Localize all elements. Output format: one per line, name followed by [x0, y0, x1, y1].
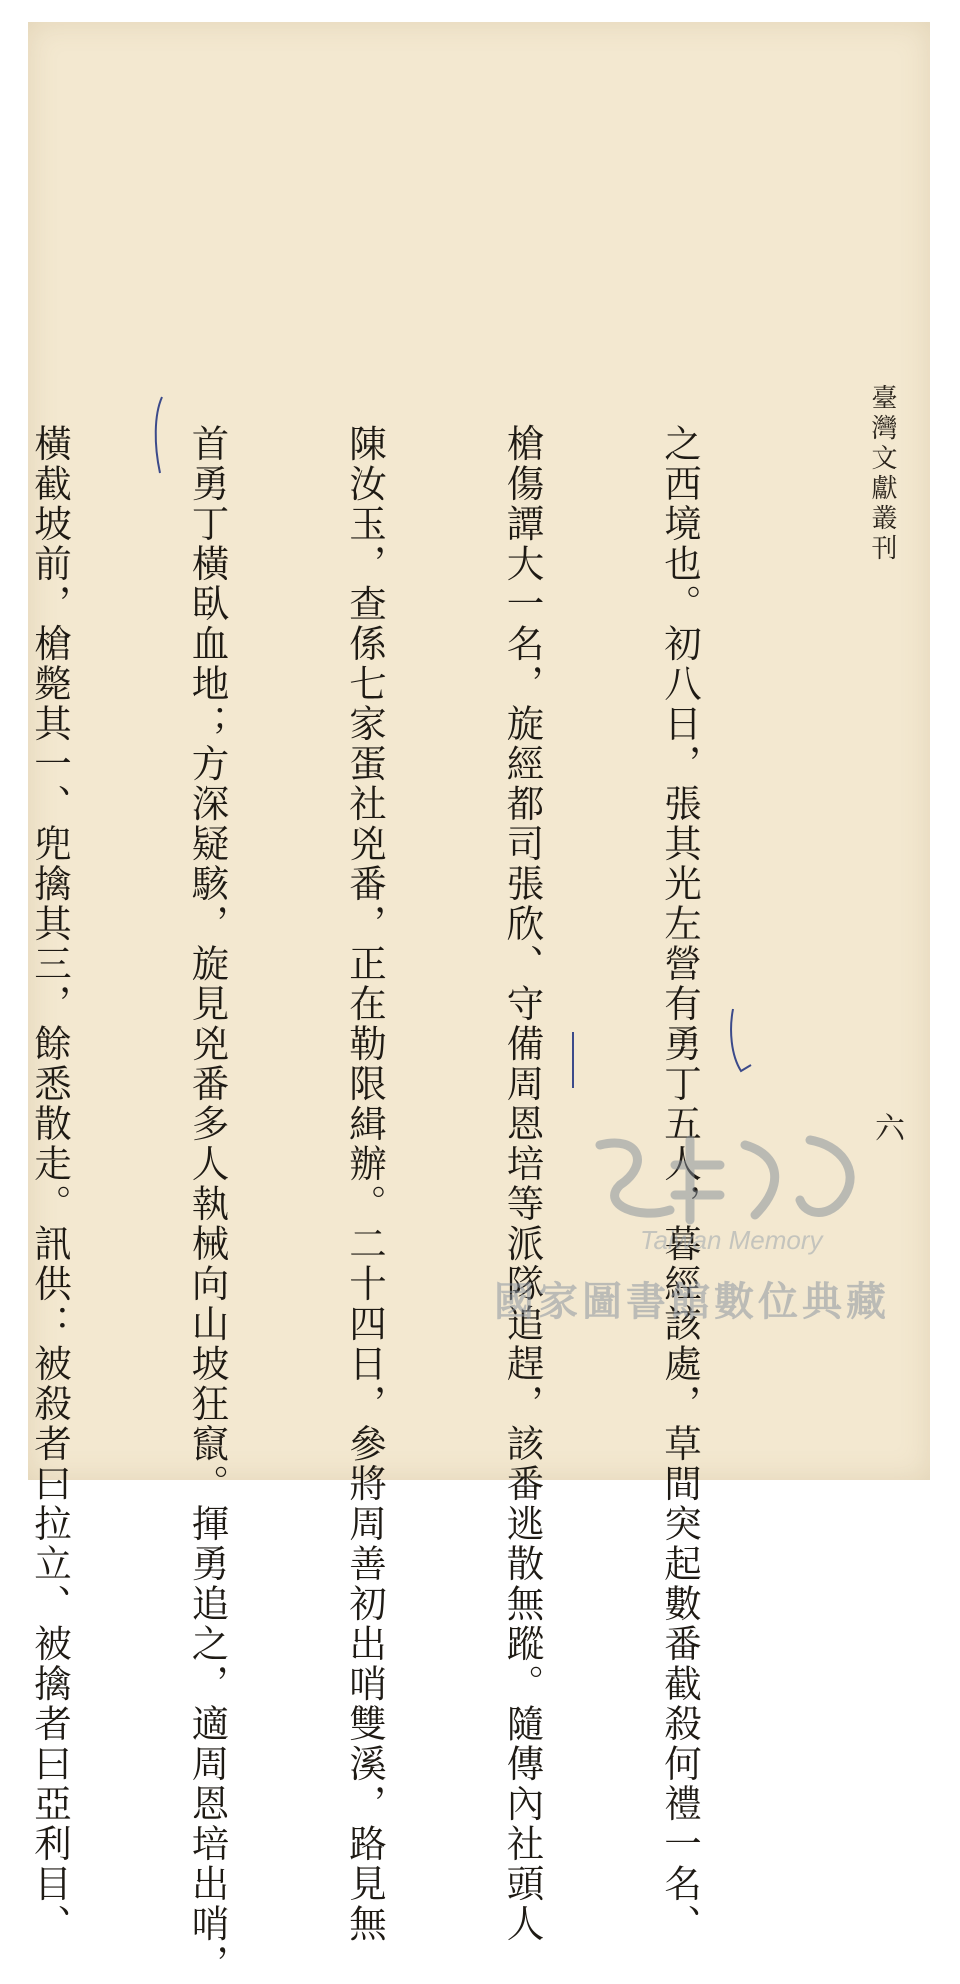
vertical-text-body [28, 424, 811, 1984]
text-column: 首勇丁橫臥血地；方深疑駭，旋見兇番多人執械向山坡狂竄。揮勇追之，適周恩培出哨， [185, 424, 230, 1984]
watermark-chinese: 國家圖書館數位典藏 [494, 1279, 890, 1325]
page-number: 六 [869, 1112, 904, 1142]
watermark-english: Taiwan Memory [640, 1225, 823, 1255]
book-series-title: 臺灣文獻叢刊 [867, 384, 897, 564]
text-column: 橫截坡前，槍斃其一、兜擒其三，餘悉散走。訊供：被殺者曰拉立、被擒者曰亞利目、 [28, 424, 72, 1944]
text-column: 槍傷譚大一名，旋經都司張欣、守備周恩培等派隊追趕，該番逃散無蹤。隨傳內社頭人 [500, 424, 545, 1944]
text-column: 陳汝玉，查係七家蛋社兇番，正在勒限緝辦。二十四日，參將周善初出哨雙溪，路見無 [343, 424, 387, 1944]
text-column: 之西境也。初八日，張其光左營有勇丁五人，暮經該處，草間突起數番截殺何禮一名、 [658, 424, 702, 1944]
